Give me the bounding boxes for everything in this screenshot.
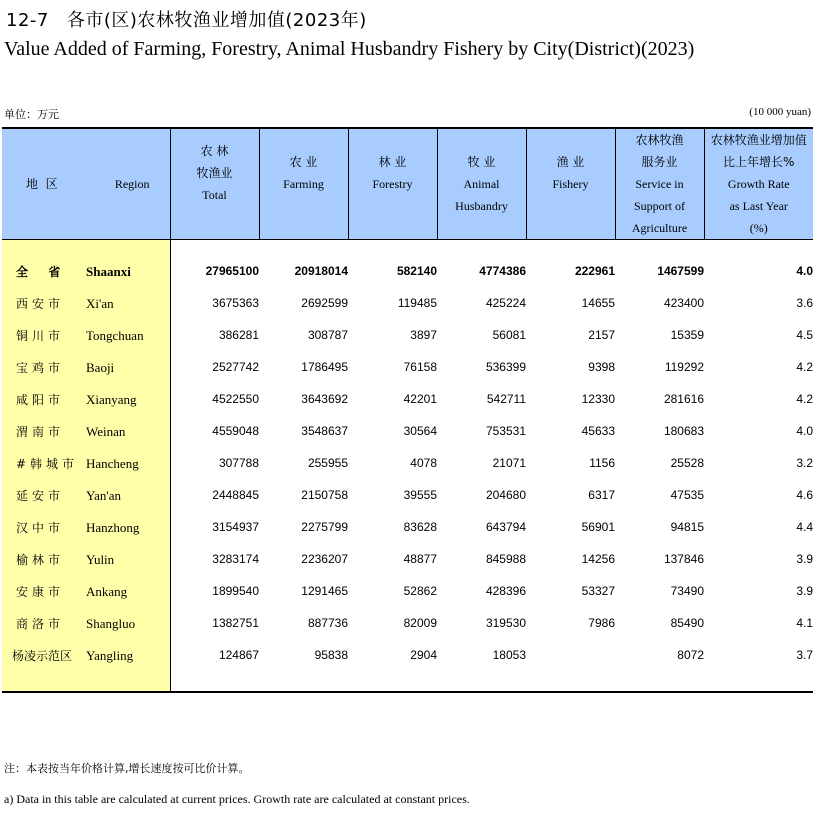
region-cn: 渭南市 (16, 424, 65, 439)
cell-farming: 308787 (307, 328, 348, 342)
region-cn: 榆林市 (16, 552, 65, 567)
cell-forestry: 119485 (397, 296, 437, 310)
region-cell (2, 415, 170, 447)
region-cell (2, 287, 170, 319)
header-row (2, 128, 813, 240)
table-row (2, 319, 813, 351)
region-cn: 铜川市 (16, 328, 65, 343)
cell-farming: 2150758 (301, 488, 348, 502)
cell-service: 94815 (670, 520, 704, 534)
header-farming (259, 128, 348, 240)
region-cn: 宝鸡市 (16, 360, 65, 375)
cell-fishery: 9398 (588, 360, 615, 374)
cell-fishery: 14256 (581, 552, 615, 566)
cell-fishery: 222961 (574, 264, 615, 278)
table-row (2, 511, 813, 543)
cell-growth: 4.0 (796, 264, 813, 278)
note-cn: 注：本表按当年价格计算,增长速度按可比价计算。 (4, 762, 250, 775)
region-cell (2, 543, 170, 575)
cell-animal: 542711 (486, 392, 526, 406)
region-cell (2, 607, 170, 639)
cell-service: 85490 (670, 616, 704, 630)
cell-fishery: 2157 (588, 328, 615, 342)
cell-total: 1899540 (212, 584, 259, 598)
header-service (615, 128, 704, 240)
header-growth-cn1: 农林牧渔业增加值 (710, 133, 807, 147)
region-cell (2, 575, 170, 607)
cell-growth: 4.2 (796, 392, 813, 406)
cell-fishery: 1156 (589, 456, 615, 470)
cell-forestry: 82009 (403, 616, 437, 630)
cell-service: 1467599 (657, 264, 704, 278)
cell-farming: 2275799 (301, 520, 348, 534)
cell-service: 47535 (670, 488, 704, 502)
cell-total: 3675363 (212, 296, 259, 310)
region-cell (2, 351, 170, 383)
table-row (2, 287, 813, 319)
cell-farming: 2692599 (301, 296, 348, 310)
cell-forestry: 42201 (403, 392, 437, 406)
region-cell (2, 319, 170, 351)
cell-forestry: 3897 (410, 328, 437, 342)
header-region-cn: 地 区 (26, 177, 58, 191)
cell-total: 27965100 (205, 264, 259, 278)
cell-farming: 3643692 (301, 392, 348, 406)
cell-fishery: 14655 (581, 296, 615, 310)
cell-animal: 753531 (485, 424, 526, 438)
table-row (2, 383, 813, 415)
table-row (2, 479, 813, 511)
cell-animal: 18053 (492, 648, 526, 662)
region-cn: 延安市 (16, 488, 65, 503)
cell-service: 15359 (670, 328, 704, 342)
header-animal-en1: Animal (463, 177, 500, 191)
table-body (2, 240, 813, 693)
region-cell (2, 447, 170, 479)
header-growth-cn2: 比上年增长% (723, 155, 795, 169)
table-row (2, 543, 813, 575)
cell-total: 2527742 (212, 360, 259, 374)
cell-growth: 3.6 (796, 296, 813, 310)
region-cn: 咸阳市 (16, 392, 65, 407)
cell-farming: 1786495 (301, 360, 348, 374)
cell-service: 73490 (670, 584, 704, 598)
region-cell (2, 383, 170, 415)
cell-growth: 4.4 (796, 520, 813, 534)
cell-total: 386281 (218, 328, 259, 342)
cell-service: 281616 (663, 392, 704, 406)
table-row (2, 447, 813, 479)
cell-growth: 4.6 (796, 488, 813, 502)
header-fishery-cn: 渔 业 (556, 155, 585, 169)
header-fishery (526, 128, 615, 240)
cell-growth: 4.1 (796, 616, 813, 630)
region-en: Weinan (86, 423, 126, 439)
cell-farming: 1291465 (301, 584, 348, 598)
header-region (2, 128, 170, 240)
header-growth (704, 128, 813, 240)
header-forestry-en: Forestry (372, 177, 413, 191)
unit-cn: 单位：万元 (4, 108, 59, 121)
region-en: Xianyang (86, 391, 137, 407)
table-row (2, 639, 813, 671)
region-en: Shaanxi (86, 263, 131, 279)
table-row-total (2, 255, 813, 287)
cell-fishery: 12330 (581, 392, 615, 406)
cell-growth: 4.0 (796, 424, 813, 438)
region-cn: 安康市 (16, 584, 65, 599)
header-fishery-en: Fishery (552, 177, 589, 191)
header-farming-cn: 农 业 (289, 155, 318, 169)
cell-service: 25528 (670, 456, 704, 470)
cell-growth: 4.5 (796, 328, 813, 342)
region-en: Yangling (86, 647, 134, 663)
cell-total: 3283174 (212, 552, 259, 566)
table-number: 12-7 (6, 10, 49, 31)
header-total-cn2: 牧渔业 (196, 166, 233, 180)
cell-farming: 95838 (314, 648, 348, 662)
cell-total: 2448845 (212, 488, 259, 502)
header-forestry (348, 128, 437, 240)
region-cell (2, 511, 170, 543)
cell-fishery: 45633 (581, 424, 615, 438)
cell-animal: 21071 (492, 456, 526, 470)
table-row (2, 415, 813, 447)
cell-forestry: 582140 (396, 264, 437, 278)
region-en: Ankang (86, 583, 128, 599)
header-growth-en1: Growth Rate (727, 177, 790, 191)
cell-fishery: 53327 (581, 584, 615, 598)
header-forestry-cn: 林 业 (378, 155, 407, 169)
cell-farming: 2236207 (301, 552, 348, 566)
region-en: Baoji (86, 359, 115, 375)
region-en: Yulin (86, 551, 115, 567)
header-animal-cn: 牧 业 (467, 155, 496, 169)
table-row (2, 575, 813, 607)
cell-total: 4559048 (212, 424, 259, 438)
header-service-en1: Service in (635, 177, 684, 191)
cell-forestry: 52862 (403, 584, 437, 598)
cell-forestry: 4078 (410, 456, 437, 470)
region-en: Hancheng (86, 455, 139, 471)
region-cn: 商洛市 (16, 616, 65, 631)
table-title-cn (6, 6, 367, 32)
cell-growth: 3.9 (796, 584, 813, 598)
region-cell (2, 479, 170, 511)
header-service-cn2: 服务业 (641, 155, 678, 169)
cell-growth: 3.9 (796, 552, 813, 566)
cell-animal: 425224 (485, 296, 526, 310)
table-title-en: Value Added of Farming, Forestry, Animal Husbandry Fishery by City(District)(2023) (4, 38, 695, 60)
cell-animal: 845988 (485, 552, 526, 566)
table-row (2, 351, 813, 383)
cell-total: 307788 (218, 456, 259, 470)
region-cn: 杨凌示范区 (12, 648, 73, 663)
bottom-pad-row (2, 671, 813, 692)
header-service-cn1: 农林牧渔 (635, 133, 684, 147)
cell-total: 124867 (218, 648, 259, 662)
cell-animal: 204680 (485, 488, 526, 502)
cell-service: 119292 (664, 360, 704, 374)
header-total (170, 128, 259, 240)
header-total-cn1: 农 林 (200, 144, 229, 158)
cell-fishery: 7986 (588, 616, 615, 630)
cell-growth: 3.2 (796, 456, 813, 470)
cell-farming: 20918014 (294, 264, 348, 278)
cell-animal: 319530 (485, 616, 526, 630)
region-en: Yan'an (86, 487, 121, 503)
cell-animal: 56081 (492, 328, 526, 342)
cell-farming: 255955 (307, 456, 348, 470)
region-cn: 全 省 (16, 264, 65, 279)
cell-animal: 643794 (485, 520, 526, 534)
region-en: Shangluo (86, 615, 136, 631)
region-cn: #韩城市 (16, 456, 79, 471)
cell-growth: 3.7 (796, 648, 813, 662)
title-cn-text: 各市(区)农林牧渔业增加值(2023年) (66, 10, 367, 31)
cell-service: 180683 (663, 424, 704, 438)
cell-forestry: 48877 (403, 552, 437, 566)
header-growth-en2: as Last Year (729, 199, 788, 213)
header-farming-en: Farming (283, 177, 324, 191)
header-growth-en3: (%) (749, 221, 768, 235)
cell-service: 423400 (663, 296, 704, 310)
region-cn: 西安市 (16, 296, 65, 311)
header-total-en: Total (202, 188, 227, 202)
cell-animal: 4774386 (479, 264, 526, 278)
cell-total: 3154937 (212, 520, 259, 534)
header-animal (437, 128, 526, 240)
cell-forestry: 39555 (403, 488, 437, 502)
cell-forestry: 30564 (403, 424, 437, 438)
cell-farming: 887736 (307, 616, 348, 630)
cell-service: 137846 (663, 552, 704, 566)
cell-animal: 428396 (485, 584, 526, 598)
region-en: Hanzhong (86, 519, 140, 535)
cell-forestry: 83628 (403, 520, 437, 534)
header-service-en3: Agriculture (631, 221, 688, 235)
table-row (2, 607, 813, 639)
note-en: a) Data in this table are calculated at current prices. Growth rate are calculated at constant prices. (4, 792, 470, 806)
cell-service: 8072 (677, 648, 704, 662)
region-cn: 汉中市 (16, 520, 65, 535)
cell-fishery: 6317 (588, 488, 615, 502)
cell-fishery (526, 639, 615, 671)
cell-growth: 4.2 (796, 360, 813, 374)
cell-total: 1382751 (212, 616, 259, 630)
region-en: Tongchuan (86, 327, 144, 343)
region-cell (2, 639, 170, 671)
region-en: Xi'an (86, 295, 114, 311)
data-table (2, 127, 813, 693)
region-cell (2, 255, 170, 287)
header-animal-en2: Husbandry (455, 199, 508, 213)
unit-en: (10 000 yuan) (749, 106, 811, 118)
spacer-row (2, 240, 813, 256)
cell-forestry: 2904 (410, 648, 437, 662)
header-service-en2: Support of (634, 199, 685, 213)
header-region-en: Region (114, 177, 150, 191)
cell-fishery: 56901 (581, 520, 615, 534)
cell-forestry: 76158 (403, 360, 437, 374)
cell-animal: 536399 (485, 360, 526, 374)
cell-farming: 3548637 (301, 424, 348, 438)
cell-total: 4522550 (212, 392, 259, 406)
